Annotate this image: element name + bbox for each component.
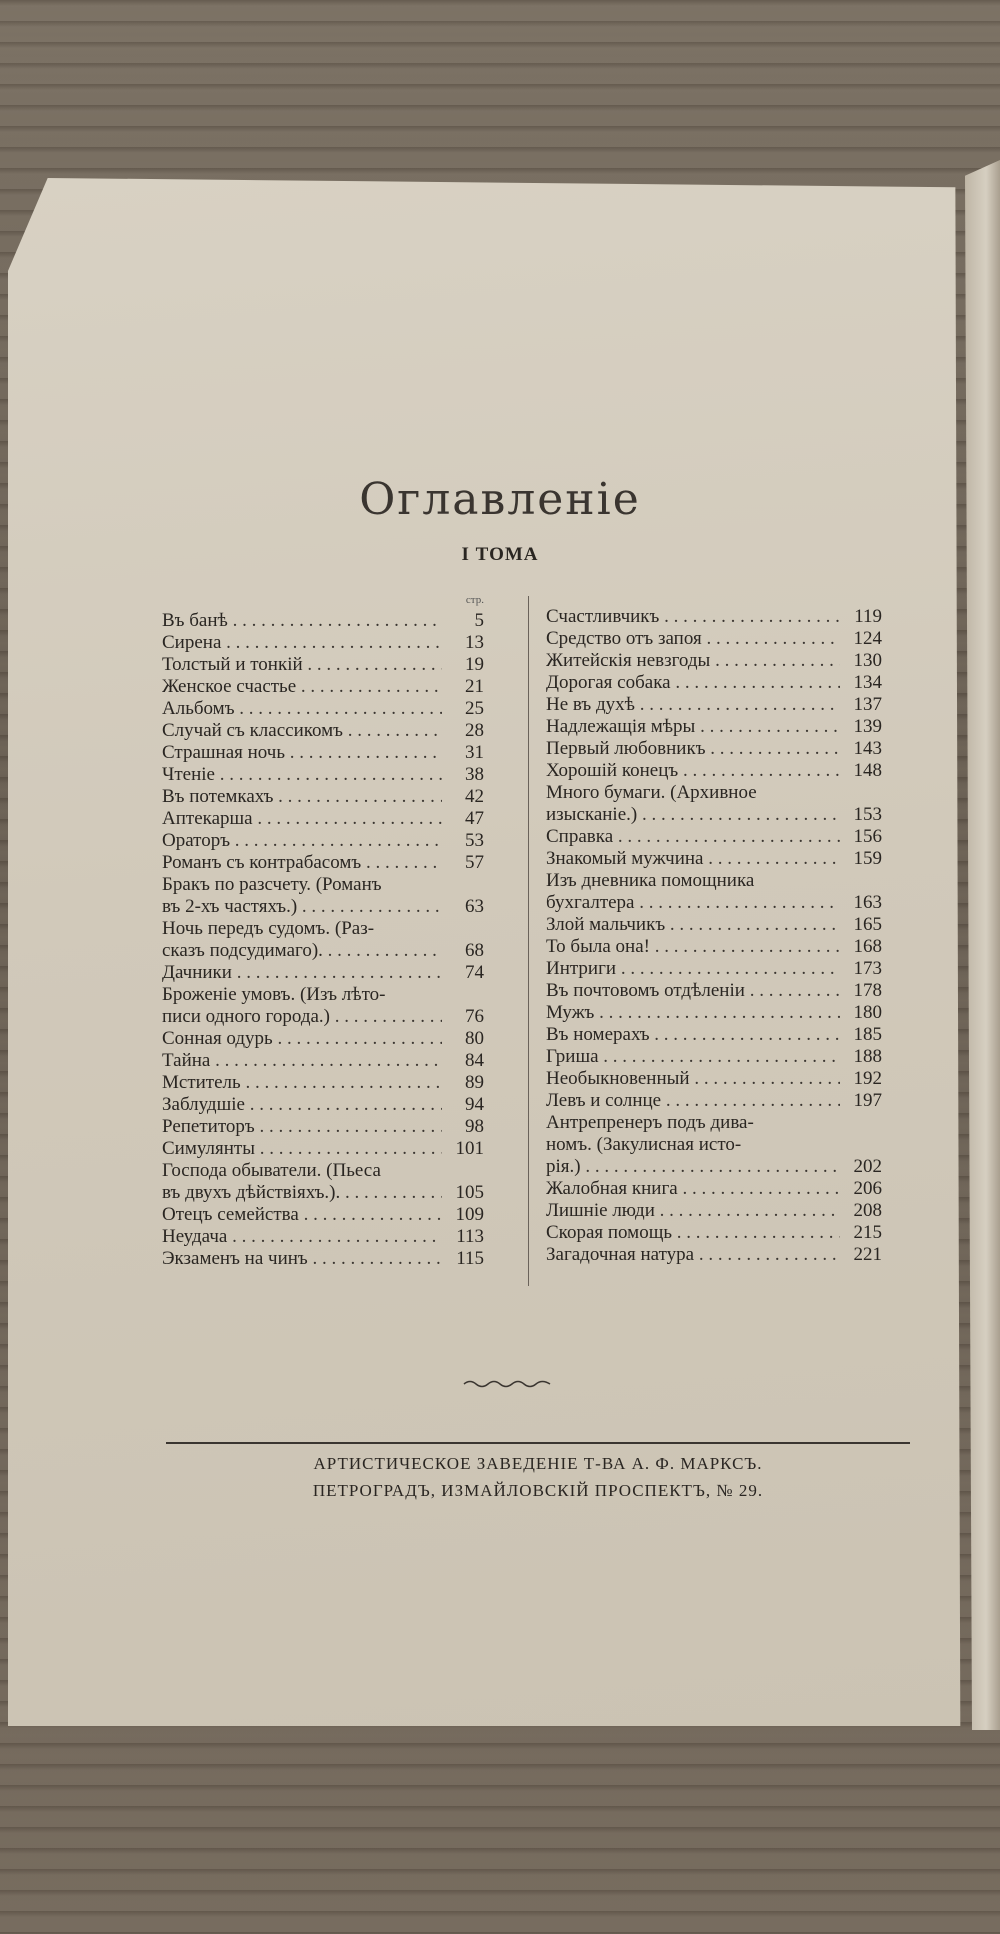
toc-entry-page: 57: [465, 852, 484, 873]
toc-entry-title: Сирена . . .: [162, 632, 442, 654]
toc-entry-title: рія.) . . .: [546, 1156, 840, 1178]
toc-entry-title: Въ банѣ . . .: [162, 610, 442, 632]
toc-entry-page: 137: [853, 694, 882, 715]
toc-entry-page: 178: [853, 980, 882, 1001]
toc-entry: [546, 870, 882, 892]
toc-entry-page: 25: [465, 698, 484, 719]
toc-entry-page: 208: [853, 1200, 882, 1221]
toc-entry-title: Господа обыватели. (Пьеса: [162, 1160, 381, 1181]
toc-entry-title: Аптекарша . . .: [162, 808, 442, 830]
toc-entry: [546, 914, 882, 936]
toc-entry-title: въ двухъ дѣйствіяхъ.). . . .: [162, 1182, 442, 1204]
toc-entry-page: 168: [853, 936, 882, 957]
toc-entry-title: Женское счастье . . .: [162, 676, 442, 698]
toc-entry: [162, 676, 484, 698]
toc-entry-title: Въ потемкахъ . . .: [162, 786, 442, 808]
toc-entry-page: 165: [853, 914, 882, 935]
toc-entry: [546, 826, 882, 848]
toc-entry-title: Скорая помощь . . .: [546, 1222, 840, 1244]
toc-entry: [162, 654, 484, 676]
toc-entry-title: Сонная одурь . . .: [162, 1028, 442, 1050]
toc-right-column: [546, 606, 882, 1266]
toc-entry: [162, 1116, 484, 1138]
toc-entry-title: Симулянты . . .: [162, 1138, 442, 1160]
ornament-divider: [462, 1379, 552, 1389]
toc-entry: [546, 782, 882, 804]
toc-entry: [546, 980, 882, 1002]
toc-entry: [546, 1222, 882, 1244]
toc-entry-page: 163: [853, 892, 882, 913]
toc-entry-title: Необыкновенный . . .: [546, 1068, 840, 1090]
toc-entry-title: писи одного города.) . . .: [162, 1006, 442, 1028]
toc-entry-title: Броженіе умовъ. (Изъ лѣто-: [162, 984, 386, 1005]
toc-entry-page: 28: [465, 720, 484, 741]
toc-entry: [546, 1112, 882, 1134]
toc-entry: [162, 940, 484, 962]
toc-entry-page: 105: [455, 1182, 484, 1203]
toc-entry-title: Въ почтовомъ отдѣленіи . . .: [546, 980, 840, 1002]
toc-entry-page: 63: [465, 896, 484, 917]
toc-entry-title: Счастливчикъ . . .: [546, 606, 840, 628]
toc-entry-title: Случай съ классикомъ . . .: [162, 720, 442, 742]
toc-entry-title: Интриги . . .: [546, 958, 840, 980]
toc-entry: [162, 610, 484, 632]
toc-entry: [546, 848, 882, 870]
toc-entry-title: То была она! . . .: [546, 936, 840, 958]
toc-left-list: [162, 610, 484, 1270]
publisher-line: АРТИСТИЧЕСКОЕ ЗАВЕДЕНІЕ Т-ВА А. Ф. МАРКСЪ.: [313, 1454, 763, 1473]
toc-entry-page: 80: [465, 1028, 484, 1049]
toc-entry-title: Ораторъ . . .: [162, 830, 442, 852]
toc-entry: [162, 1050, 484, 1072]
toc-entry: [546, 892, 882, 914]
toc-entry-title: Житейскія невзгоды . . .: [546, 650, 840, 672]
volume-subtitle: I ТОМА: [461, 544, 539, 565]
toc-entry-page: 68: [465, 940, 484, 961]
toc-entry: [546, 672, 882, 694]
toc-entry-page: 124: [853, 628, 882, 649]
toc-entry-page: 153: [853, 804, 882, 825]
toc-right-list: [546, 606, 882, 1266]
page-column-header: стр.: [465, 594, 484, 606]
toc-entry-page: 19: [465, 654, 484, 675]
toc-entry-title: бухгалтера . . .: [546, 892, 840, 914]
toc-entry: [162, 632, 484, 654]
toc-entry: [162, 764, 484, 786]
address-line: ПЕТРОГРАДЪ, ИЗМАЙЛОВСКІЙ ПРОСПЕКТЪ, № 29.: [312, 1481, 764, 1500]
toc-left-column: [162, 594, 484, 1270]
toc-entry: [162, 830, 484, 852]
toc-entry: [546, 1134, 882, 1156]
toc-entry-title: Левъ и солнце . . .: [546, 1090, 840, 1112]
toc-entry: [546, 936, 882, 958]
toc-entry-page: 159: [853, 848, 882, 869]
toc-entry: [546, 1046, 882, 1068]
toc-entry-page: 84: [465, 1050, 484, 1071]
toc-entry: [546, 606, 882, 628]
toc-entry-title: Надлежащія мѣры . . .: [546, 716, 840, 738]
toc-entry-title: Экзаменъ на чинъ . . .: [162, 1248, 442, 1270]
toc-entry-title: въ 2-хъ частяхъ.) . . .: [162, 896, 442, 918]
toc-entry: [162, 1160, 484, 1182]
toc-entry: [162, 962, 484, 984]
toc-entry-page: 38: [465, 764, 484, 785]
toc-entry: [162, 786, 484, 808]
toc-entry-title: Альбомъ . . .: [162, 698, 442, 720]
toc-entry: [162, 1138, 484, 1160]
toc-entry-title: Репетиторъ . . .: [162, 1116, 442, 1138]
toc-entry: [546, 958, 882, 980]
toc-entry-title: Средство отъ запоя . . .: [546, 628, 840, 650]
toc-entry: [546, 738, 882, 760]
toc-entry-page: 42: [465, 786, 484, 807]
toc-entry-title: Толстый и тонкій . . .: [162, 654, 442, 676]
toc-entry-title: Отецъ семейства . . .: [162, 1204, 442, 1226]
toc-entry-title: Дачники . . .: [162, 962, 442, 984]
toc-entry: [162, 808, 484, 830]
toc-entry-title: Лишніе люди . . .: [546, 1200, 840, 1222]
toc-entry-page: 197: [853, 1090, 882, 1111]
toc-entry: [546, 804, 882, 826]
toc-entry: [162, 918, 484, 940]
toc-entry-title: сказъ подсудимаго). . . .: [162, 940, 442, 962]
toc-entry-page: 53: [465, 830, 484, 851]
toc-entry-title: Загадочная натура . . .: [546, 1244, 840, 1266]
column-divider: [528, 596, 529, 1286]
footer-rule: [166, 1442, 910, 1444]
toc-entry: [546, 1200, 882, 1222]
toc-entry-page: 119: [854, 606, 882, 627]
toc-entry-title: Страшная ночь . . .: [162, 742, 442, 764]
toc-entry-page: 188: [853, 1046, 882, 1067]
toc-entry: [546, 760, 882, 782]
toc-entry-title: Неудача . . .: [162, 1226, 442, 1248]
toc-entry-page: 5: [474, 610, 484, 631]
toc-entry: [162, 720, 484, 742]
toc-entry: [162, 1182, 484, 1204]
toc-entry: [162, 698, 484, 720]
toc-entry-page: 31: [465, 742, 484, 763]
toc-entry-title: Ночь передъ судомъ. (Раз-: [162, 918, 375, 939]
toc-entry-title: Жалобная книга . . .: [546, 1178, 840, 1200]
toc-entry-page: 89: [465, 1072, 484, 1093]
toc-entry: [162, 852, 484, 874]
toc-entry: [546, 1002, 882, 1024]
toc-entry-title: номъ. (Закулисная исто-: [546, 1134, 742, 1155]
toc-entry: [162, 984, 484, 1006]
toc-entry-page: 206: [853, 1178, 882, 1199]
toc-entry-page: 76: [465, 1006, 484, 1027]
toc-entry-page: 21: [465, 676, 484, 697]
toc-entry-page: 74: [465, 962, 484, 983]
toc-entry-page: 101: [455, 1138, 484, 1159]
toc-entry: [546, 1156, 882, 1178]
toc-entry-page: 156: [853, 826, 882, 847]
toc-entry: [162, 742, 484, 764]
toc-entry-title: Романъ съ контрабасомъ . . .: [162, 852, 442, 874]
toc-entry-title: Заблудшіе . . .: [162, 1094, 442, 1116]
toc-entry-page: 180: [853, 1002, 882, 1023]
toc-entry-title: Чтеніе . . .: [162, 764, 442, 786]
toc-entry-title: Справка . . .: [546, 826, 840, 848]
toc-entry: [546, 1090, 882, 1112]
toc-entry-page: 109: [455, 1204, 484, 1225]
toc-entry: [162, 1248, 484, 1270]
toc-entry-page: 185: [853, 1024, 882, 1045]
toc-entry: [162, 1094, 484, 1116]
toc-entry-page: 113: [456, 1226, 484, 1247]
toc-entry-title: Знакомый мужчина . . .: [546, 848, 840, 870]
toc-entry: [162, 1226, 484, 1248]
toc-entry-page: 134: [853, 672, 882, 693]
toc-entry-title: Мужъ . . .: [546, 1002, 840, 1024]
toc-entry-page: 130: [853, 650, 882, 671]
toc-entry-title: Первый любовникъ . . .: [546, 738, 840, 760]
toc-entry: [162, 1028, 484, 1050]
toc-entry-page: 139: [853, 716, 882, 737]
toc-entry: [546, 650, 882, 672]
toc-entry-page: 148: [853, 760, 882, 781]
toc-entry-page: 47: [465, 808, 484, 829]
toc-entry: [546, 1244, 882, 1266]
toc-entry: [162, 874, 484, 896]
toc-entry-page: 221: [853, 1244, 882, 1265]
toc-entry-title: Много бумаги. (Архивное: [546, 782, 757, 803]
toc-entry: [546, 628, 882, 650]
toc-entry-page: 215: [853, 1222, 882, 1243]
toc-entry-title: изысканіе.) . . .: [546, 804, 840, 826]
toc-entry-title: Гриша . . .: [546, 1046, 840, 1068]
toc-entry: [546, 694, 882, 716]
toc-entry-title: Тайна . . .: [162, 1050, 442, 1072]
toc-entry-page: 173: [853, 958, 882, 979]
toc-entry-title: Антрепренеръ подъ дива-: [546, 1112, 754, 1133]
toc-entry-title: Мститель . . .: [162, 1072, 442, 1094]
page-title: Оглавленіе: [359, 474, 641, 525]
toc-entry-title: Хорошій конецъ . . .: [546, 760, 840, 782]
toc-entry: [162, 1204, 484, 1226]
toc-entry: [546, 1178, 882, 1200]
toc-entry-page: 202: [853, 1156, 882, 1177]
toc-entry: [162, 896, 484, 918]
toc-entry-page: 143: [853, 738, 882, 759]
toc-entry: [162, 1072, 484, 1094]
toc-entry-title: Злой мальчикъ . . .: [546, 914, 840, 936]
toc-entry-page: 115: [456, 1248, 484, 1269]
toc-entry-page: 192: [853, 1068, 882, 1089]
toc-entry-page: 94: [465, 1094, 484, 1115]
toc-entry: [546, 1024, 882, 1046]
toc-entry-page: 98: [465, 1116, 484, 1137]
toc-entry-title: Дорогая собака . . .: [546, 672, 840, 694]
toc-entry-title: Въ номерахъ . . .: [546, 1024, 840, 1046]
toc-entry-title: Изъ дневника помощника: [546, 870, 755, 891]
toc-entry-title: Бракъ по разсчету. (Романъ: [162, 874, 382, 895]
toc-entry: [162, 1006, 484, 1028]
toc-entry: [546, 716, 882, 738]
toc-entry-page: 13: [465, 632, 484, 653]
toc-entry-title: Не въ духѣ . . .: [546, 694, 840, 716]
toc-entry: [546, 1068, 882, 1090]
